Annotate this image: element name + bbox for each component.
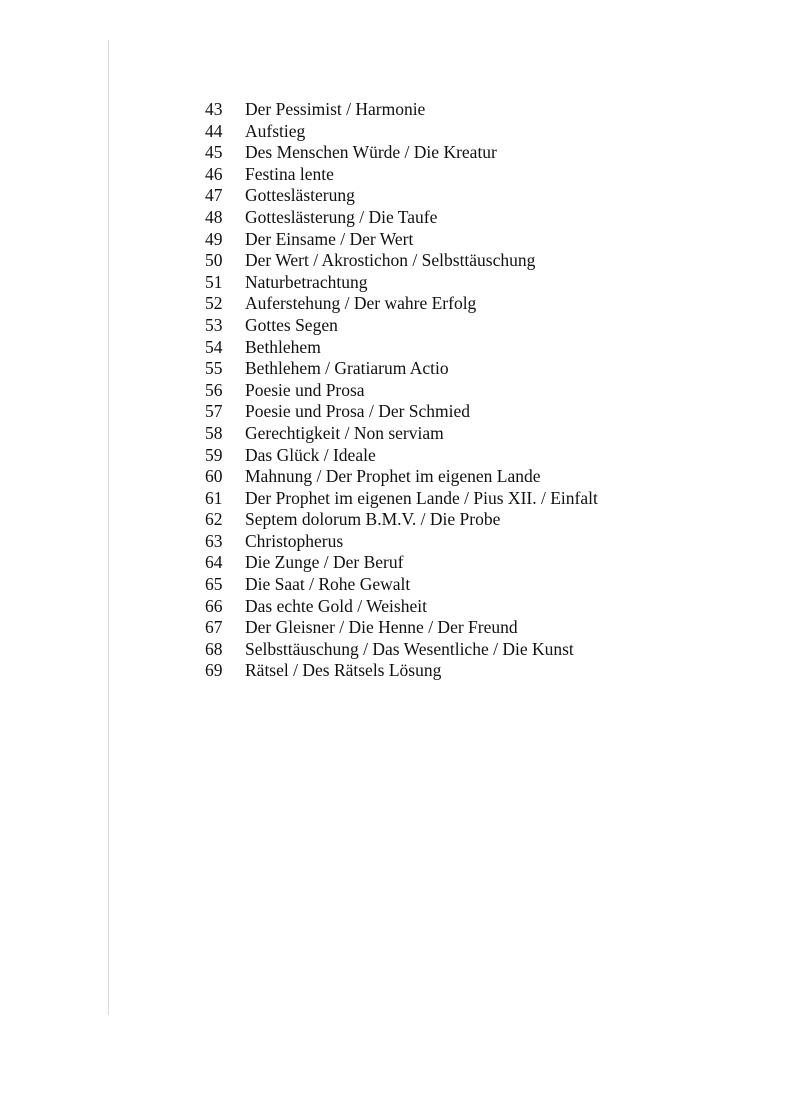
toc-title: Festina lente (245, 163, 334, 184)
toc-entry (205, 272, 598, 294)
toc-page-number: 68 (205, 638, 223, 659)
toc-entry (205, 380, 598, 402)
toc-entry (205, 121, 598, 143)
toc-page-number: 69 (205, 660, 223, 681)
page-edge-line (108, 40, 109, 1015)
toc-entry (205, 358, 598, 380)
toc-entry (205, 337, 598, 359)
toc-page-number: 66 (205, 595, 223, 616)
toc-entry (205, 142, 598, 164)
toc-page-number: 57 (205, 401, 223, 422)
toc-title: Der Pessimist / Harmonie (245, 99, 426, 119)
toc-entry (205, 488, 598, 510)
toc-title: Rätsel / Des Rätsels Lösung (245, 660, 442, 681)
toc-entry (205, 293, 598, 315)
toc-title: Mahnung / Der Prophet im eigenen Lande (245, 466, 541, 487)
toc-title: Septem dolorum B.M.V. / Die Probe (245, 509, 501, 530)
toc-page-number: 65 (205, 574, 223, 595)
toc-entry (205, 596, 598, 618)
toc-title: Bethlehem / Gratiarum Actio (245, 358, 449, 379)
toc-page-number: 53 (205, 314, 223, 335)
toc-entry (205, 207, 598, 229)
toc-entry (205, 509, 598, 531)
toc-entry (205, 250, 598, 272)
toc-page-number: 49 (205, 228, 223, 249)
toc-page-number: 58 (205, 422, 223, 443)
toc-title: Bethlehem (245, 336, 321, 357)
toc-page-number: 63 (205, 530, 223, 551)
toc-page-number: 44 (205, 120, 223, 141)
toc-entry (205, 617, 598, 639)
toc-page-number: 47 (205, 185, 223, 206)
toc-page-number: 64 (205, 552, 223, 573)
toc-entry (205, 639, 598, 661)
toc-entry (205, 401, 598, 423)
toc-title: Naturbetrachtung (245, 271, 368, 292)
toc-title: Aufstieg (245, 120, 306, 141)
toc-page-number: 59 (205, 444, 223, 465)
toc-entry (205, 164, 598, 186)
toc-page-number: 67 (205, 617, 223, 638)
toc-page-number: 50 (205, 250, 223, 271)
toc-title: Christopherus (245, 530, 344, 551)
toc-page-number: 60 (205, 466, 223, 487)
toc-entry (205, 185, 598, 207)
toc-entry (205, 445, 598, 467)
toc-title: Poesie und Prosa (245, 379, 365, 400)
toc-page-number: 55 (205, 358, 223, 379)
toc-page-number: 62 (205, 509, 223, 530)
toc-page-number: 56 (205, 379, 223, 400)
toc-entry (205, 531, 598, 553)
table-of-contents (205, 99, 598, 682)
toc-title: Die Saat / Rohe Gewalt (245, 574, 411, 595)
toc-entry (205, 574, 598, 596)
toc-page-number: 45 (205, 142, 223, 163)
toc-entry (205, 660, 598, 682)
toc-title: Der Wert / Akrostichon / Selbsttäuschung (245, 250, 536, 271)
toc-title: Selbsttäuschung / Das Wesentliche / Die Kunst (245, 638, 574, 659)
toc-title: Auferstehung / Der wahre Erfolg (245, 293, 477, 314)
toc-title: Der Prophet im eigenen Lande / Pius XII. / Einfalt (245, 487, 598, 508)
toc-page-number: 48 (205, 206, 223, 227)
toc-entry (205, 229, 598, 251)
toc-title: Gerechtigkeit / Non serviam (245, 422, 444, 443)
toc-title: Gottes Segen (245, 314, 338, 335)
toc-title: Die Zunge / Der Beruf (245, 552, 404, 573)
toc-page-number: 54 (205, 336, 223, 357)
toc-entry (205, 423, 598, 445)
toc-title: Des Menschen Würde / Die Kreatur (245, 142, 497, 163)
toc-entry (205, 552, 598, 574)
toc-title: Poesie und Prosa / Der Schmied (245, 401, 471, 422)
toc-title: Das echte Gold / Weisheit (245, 595, 427, 616)
toc-entry (205, 466, 598, 488)
toc-page-number: 51 (205, 271, 223, 292)
toc-page-number: 46 (205, 163, 223, 184)
toc-entry (205, 315, 598, 337)
toc-title: Der Einsame / Der Wert (245, 228, 414, 249)
toc-title: Das Glück / Ideale (245, 444, 376, 465)
toc-title: Gotteslästerung / Die Taufe (245, 206, 438, 227)
toc-page-number: 43 (205, 99, 223, 119)
toc-title: Der Gleisner / Die Henne / Der Freund (245, 617, 518, 638)
toc-page-number: 61 (205, 487, 223, 508)
toc-title: Gotteslästerung (245, 185, 355, 206)
toc-page-number: 52 (205, 293, 223, 314)
toc-entry (205, 99, 598, 121)
